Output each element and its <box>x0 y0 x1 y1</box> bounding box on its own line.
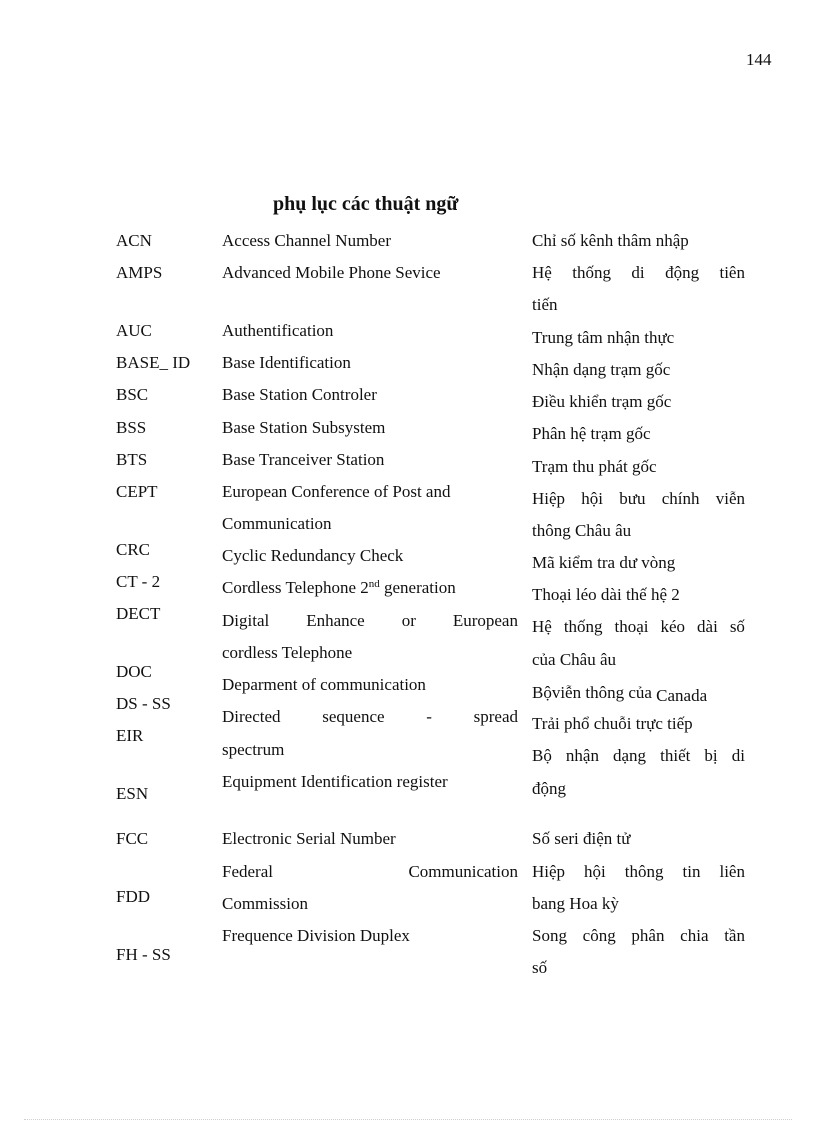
vietnamese-base-id: Nhận dạng trạm gốc <box>532 360 671 379</box>
word: tần <box>724 926 745 945</box>
abbr-crc: CRC <box>116 540 151 559</box>
abbr-dect: DECT <box>116 604 161 623</box>
english-ds-ss-line1 <box>222 707 518 727</box>
abbr-esn: ESN <box>116 784 149 803</box>
word: Directed <box>222 707 281 726</box>
word: Hiệp <box>532 862 566 881</box>
english-fdd: Frequence Division Duplex <box>222 926 410 945</box>
abbr-cept: CEPT <box>116 482 158 501</box>
vietnamese-crc: Mã kiểm tra dư vòng <box>532 553 676 572</box>
word: sequence <box>322 707 385 726</box>
vietnamese-cept-line2: thông Châu âu <box>532 521 632 540</box>
word: phân <box>631 926 665 945</box>
page-number: 144 <box>746 50 772 69</box>
word: Communication <box>408 862 518 881</box>
abbr-ct2: CT - 2 <box>116 572 161 591</box>
english-dect-line1 <box>222 611 518 631</box>
vietnamese-dect-line1 <box>532 617 745 637</box>
word: Enhance <box>306 611 365 630</box>
abbr-acn: ACN <box>116 231 152 250</box>
word: hội <box>584 862 606 881</box>
english-ct2 <box>222 578 456 600</box>
english-crc: Cyclic Redundancy Check <box>222 546 404 565</box>
vietnamese-dect-line2: của Châu âu <box>532 650 617 669</box>
abbr-eir: EIR <box>116 726 144 745</box>
vietnamese-cept-line1 <box>532 489 745 509</box>
abbr-auc: AUC <box>116 321 152 340</box>
word: thiết <box>660 746 691 765</box>
english-bts: Base Tranceiver Station <box>222 450 385 469</box>
word: Federal <box>222 862 273 881</box>
abbr-bts: BTS <box>116 450 148 469</box>
word: Bộ <box>532 746 552 765</box>
word: di <box>631 263 645 282</box>
word: dài <box>697 617 718 636</box>
english-amps: Advanced Mobile Phone Sevice <box>222 263 441 282</box>
word: chia <box>680 926 709 945</box>
english-ct2-sup: nd <box>368 578 380 590</box>
word: thống <box>572 263 611 282</box>
english-eir: Equipment Identification register <box>222 772 448 791</box>
vietnamese-fdd-line2: số <box>532 958 548 977</box>
word: thoại <box>614 617 649 636</box>
vietnamese-eir-line2: động <box>532 779 566 798</box>
abbr-fh-ss: FH - SS <box>116 945 171 964</box>
vietnamese-bts: Trạm thu phát gốc <box>532 457 657 476</box>
english-fcc-line1 <box>222 862 518 882</box>
english-cept-line1: European Conference of Post and <box>222 482 451 501</box>
page-title: phụ lục các thuật ngữ <box>273 193 459 215</box>
abbr-bss: BSS <box>116 418 147 437</box>
abbr-fdd: FDD <box>116 887 151 906</box>
word: tin <box>682 862 701 881</box>
word: viễn <box>715 489 745 508</box>
vietnamese-eir-line1 <box>532 746 745 766</box>
vietnamese-fdd-line1 <box>532 926 745 946</box>
vietnamese-acn: Chỉ số kênh thâm nhập <box>532 231 689 250</box>
vietnamese-doc-main: Bộviễn thông của <box>532 683 657 702</box>
vietnamese-ds-ss: Trải phổ chuỗi trực tiếp <box>532 714 693 733</box>
word: nhận <box>565 746 599 765</box>
english-cept-line2: Communication <box>222 514 332 533</box>
vietnamese-bsc: Điều khiển trạm gốc <box>532 392 672 411</box>
abbr-ds-ss: DS - SS <box>116 694 171 713</box>
word: European <box>452 611 518 630</box>
vietnamese-esn: Số seri điện tử <box>532 829 631 848</box>
abbr-bsc: BSC <box>116 385 149 404</box>
english-acn: Access Channel Number <box>222 231 392 250</box>
vietnamese-amps-line2: tiến <box>532 295 558 314</box>
word: số <box>729 617 745 636</box>
word: Song <box>532 926 567 945</box>
abbr-fcc: FCC <box>116 829 149 848</box>
vietnamese-ct2: Thoại léo dài thế hệ 2 <box>532 585 680 604</box>
word: hội <box>581 489 604 508</box>
word: thống <box>563 617 603 636</box>
word: tiên <box>719 263 745 282</box>
word: or <box>401 611 416 630</box>
word: spread <box>473 707 518 726</box>
word: Hệ <box>532 617 552 636</box>
english-auc: Authentification <box>222 321 334 340</box>
word: dạng <box>613 746 647 765</box>
word: công <box>582 926 616 945</box>
footer-divider <box>24 1119 792 1120</box>
abbr-amps: AMPS <box>116 263 163 282</box>
vietnamese-fcc-line2: bang Hoa kỳ <box>532 894 619 913</box>
word: Hệ <box>532 263 552 282</box>
word: bị <box>704 746 718 765</box>
english-ct2-post: generation <box>379 578 456 597</box>
english-doc: Deparment of communication <box>222 675 426 694</box>
word: kéo <box>660 617 686 636</box>
english-esn: Electronic Serial Number <box>222 829 396 848</box>
english-bsc: Base Station Controler <box>222 385 377 404</box>
word: liên <box>719 862 745 881</box>
english-ct2-pre: Cordless Telephone 2 <box>222 578 369 597</box>
abbr-base-id: BASE_ ID <box>116 353 191 372</box>
word: - <box>426 707 432 726</box>
vietnamese-doc <box>532 683 707 703</box>
vietnamese-fcc-line1 <box>532 862 745 882</box>
vietnamese-doc-tail: Canada <box>656 686 708 705</box>
english-base-id: Base Identification <box>222 353 351 372</box>
english-ds-ss-line2: spectrum <box>222 740 285 759</box>
abbr-doc: DOC <box>116 662 152 681</box>
word: chính <box>661 489 700 508</box>
word: di <box>731 746 745 765</box>
english-dect-line2: cordless Telephone <box>222 643 353 662</box>
word: động <box>665 263 700 282</box>
vietnamese-bss: Phân hệ trạm gốc <box>532 424 651 443</box>
vietnamese-amps-line1 <box>532 263 745 283</box>
word: Digital <box>222 611 270 630</box>
word: thông <box>624 862 664 881</box>
vietnamese-auc: Trung tâm nhận thực <box>532 328 675 347</box>
english-bss: Base Station Subsystem <box>222 418 386 437</box>
word: Hiệp <box>532 489 566 508</box>
word: bưu <box>619 489 646 508</box>
english-fcc-line2: Commission <box>222 894 308 913</box>
